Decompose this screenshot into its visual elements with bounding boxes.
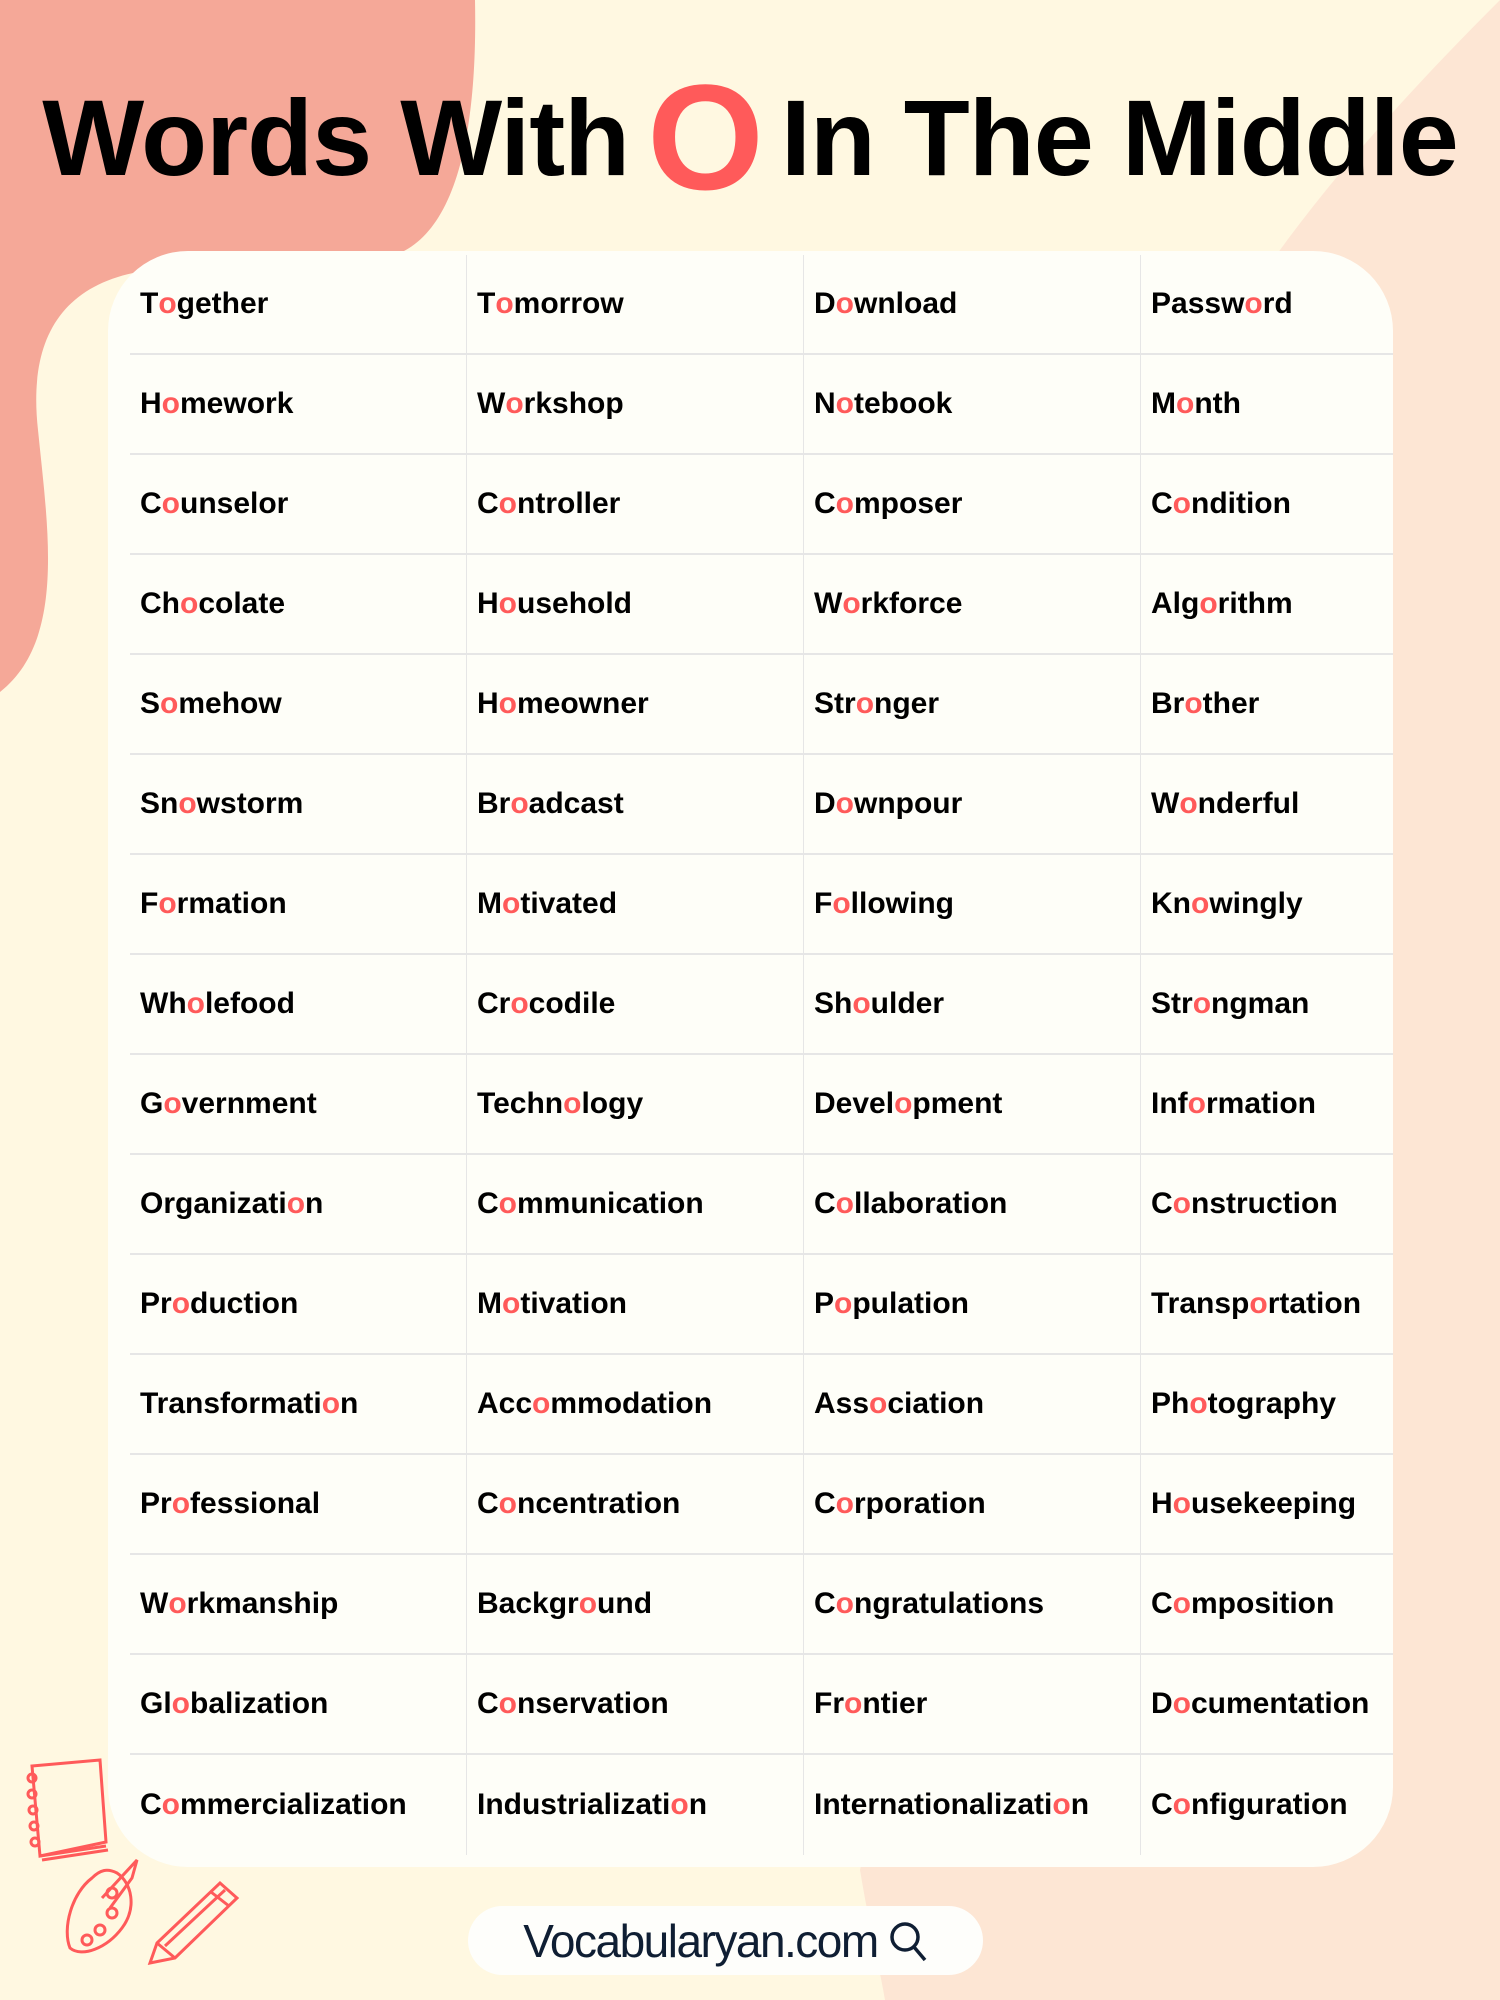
word-part: usehold — [517, 587, 633, 620]
word-part: tebook — [854, 387, 953, 420]
word-part: mmunication — [517, 1187, 704, 1220]
table-row — [130, 455, 1393, 555]
pencil-icon — [145, 1878, 245, 1968]
word-part: pment — [912, 1087, 1003, 1120]
word-part: W — [140, 1587, 169, 1620]
word-part: ndition — [1191, 487, 1291, 520]
highlighted-o: o — [158, 887, 177, 920]
table-row — [130, 1755, 1393, 1855]
word-part: ngratulations — [854, 1587, 1045, 1620]
word-part: Wh — [140, 987, 187, 1020]
word-part: mework — [180, 387, 294, 420]
highlighted-o: o — [1172, 1587, 1191, 1620]
palette-icon — [62, 1858, 147, 1958]
word-part: ntroller — [517, 487, 621, 520]
table-row — [130, 1155, 1393, 1255]
word-part: meowner — [517, 687, 649, 720]
word-cell — [804, 1455, 1141, 1553]
table-row — [130, 655, 1393, 755]
word-part: H — [477, 587, 499, 620]
highlighted-o: o — [1179, 787, 1198, 820]
word-part: Ph — [1151, 1387, 1190, 1420]
word-cell — [130, 1755, 467, 1855]
word-part: rmation — [1205, 1087, 1316, 1120]
highlighted-o: o — [171, 1687, 190, 1720]
highlighted-o: o — [844, 1687, 863, 1720]
word-part: C — [140, 1788, 162, 1821]
word-cell — [130, 655, 467, 753]
word-part: rmation — [176, 887, 287, 920]
word-part: duction — [190, 1287, 299, 1320]
word-part: wnpour — [854, 787, 963, 820]
word-cell — [130, 1255, 467, 1353]
word-part: tography — [1207, 1387, 1337, 1420]
word-cell — [130, 1055, 467, 1153]
word-part: ntier — [862, 1687, 928, 1720]
table-row — [130, 755, 1393, 855]
word-cell — [1141, 455, 1393, 553]
highlighted-o: o — [163, 1087, 182, 1120]
highlighted-o: o — [1172, 487, 1191, 520]
table-row — [130, 1355, 1393, 1455]
word-part: T — [140, 287, 159, 320]
highlighted-o: o — [498, 1187, 517, 1220]
word-cell — [467, 1455, 804, 1553]
word-part: C — [1151, 1187, 1173, 1220]
word-part: mposer — [854, 487, 963, 520]
word-cell — [1141, 1555, 1393, 1653]
word-part: llaboration — [854, 1187, 1008, 1220]
word-part: rd — [1262, 287, 1293, 320]
word-part: C — [477, 1687, 499, 1720]
word-part: rkforce — [860, 587, 963, 620]
word-cell — [130, 1355, 467, 1453]
highlighted-o: o — [1172, 1187, 1191, 1220]
word-part: codile — [528, 987, 616, 1020]
word-part: ciation — [887, 1387, 985, 1420]
word-part: S — [140, 687, 161, 720]
word-part: Pr — [140, 1487, 172, 1520]
word-part: Br — [477, 787, 511, 820]
word-part: C — [1151, 1788, 1173, 1821]
word-part: H — [1151, 1487, 1173, 1520]
word-cell — [130, 855, 467, 953]
highlighted-o: o — [286, 1187, 306, 1220]
word-part: vernment — [181, 1087, 317, 1120]
word-cell — [804, 255, 1141, 353]
highlighted-o: o — [510, 987, 529, 1020]
word-part: F — [140, 887, 159, 920]
highlighted-o: o — [171, 1287, 191, 1320]
word-cell — [804, 1055, 1141, 1153]
highlighted-o: o — [498, 487, 517, 520]
word-part: Str — [814, 687, 856, 720]
word-part: G — [140, 1087, 164, 1120]
word-cell — [1141, 655, 1393, 753]
table-row — [130, 855, 1393, 955]
highlighted-o: o — [498, 1687, 517, 1720]
word-part: Backgr — [477, 1587, 579, 1620]
highlighted-o: o — [498, 687, 517, 720]
word-cell — [1141, 855, 1393, 953]
word-cell — [467, 1255, 804, 1353]
word-part: H — [477, 687, 499, 720]
word-part: nservation — [517, 1687, 669, 1720]
word-part: H — [140, 387, 162, 420]
word-table — [130, 255, 1393, 1855]
word-part: tivation — [520, 1287, 627, 1320]
word-cell — [130, 755, 467, 853]
word-cell — [804, 1555, 1141, 1653]
word-part: n — [305, 1187, 324, 1220]
word-part: wstorm — [196, 787, 304, 820]
word-part: ulder — [870, 987, 945, 1020]
word-part: W — [1151, 787, 1180, 820]
table-row — [130, 1555, 1393, 1655]
word-cell — [467, 1555, 804, 1653]
highlighted-o: o — [855, 687, 875, 720]
word-part: Kn — [1151, 887, 1191, 920]
word-cell — [130, 955, 467, 1053]
word-cell — [130, 1555, 467, 1653]
word-part: Sh — [814, 987, 853, 1020]
word-cell — [804, 1255, 1141, 1353]
title-after: In The Middle — [780, 76, 1458, 198]
word-part: ther — [1202, 687, 1260, 720]
word-cell — [1141, 1755, 1393, 1855]
word-cell — [467, 655, 804, 753]
word-part: gether — [176, 287, 269, 320]
word-part: Acc — [477, 1387, 533, 1420]
word-cell — [804, 355, 1141, 453]
highlighted-o: o — [498, 587, 517, 620]
word-cell — [467, 855, 804, 953]
word-part: nger — [874, 687, 940, 720]
word-part: lefood — [204, 987, 295, 1020]
word-part: N — [814, 387, 836, 420]
word-part: Fr — [814, 1687, 844, 1720]
highlighted-o: o — [894, 1087, 913, 1120]
word-part: mposition — [1191, 1587, 1335, 1620]
highlighted-o: o — [835, 287, 854, 320]
word-cell — [130, 555, 467, 653]
word-cell — [804, 1755, 1141, 1855]
table-row — [130, 1455, 1393, 1555]
word-part: wingly — [1209, 887, 1303, 920]
word-part: Inf — [1151, 1087, 1188, 1120]
highlighted-o: o — [835, 1187, 854, 1220]
table-row — [130, 955, 1393, 1055]
word-part: nderful — [1197, 787, 1300, 820]
table-row — [130, 1655, 1393, 1755]
highlighted-o: o — [1189, 1387, 1208, 1420]
word-cell — [130, 1655, 467, 1753]
table-row — [130, 255, 1393, 355]
word-cell — [804, 1655, 1141, 1753]
word-part: C — [477, 1187, 499, 1220]
highlighted-o: o — [835, 487, 854, 520]
page-title — [0, 53, 1500, 221]
word-cell — [467, 355, 804, 453]
word-part: adcast — [528, 787, 624, 820]
highlighted-o: o — [161, 487, 180, 520]
word-part: Devel — [814, 1087, 895, 1120]
word-part: C — [140, 487, 162, 520]
word-part: fessional — [190, 1487, 321, 1520]
highlighted-o: o — [171, 1487, 191, 1520]
word-part: M — [477, 887, 502, 920]
word-part: Str — [1151, 987, 1193, 1020]
word-part: Ass — [814, 1387, 870, 1420]
highlighted-o: o — [532, 1387, 551, 1420]
highlighted-o: o — [1244, 287, 1263, 320]
notebook-icon — [22, 1758, 112, 1863]
highlighted-o: o — [670, 1788, 689, 1821]
word-part: Industrializati — [477, 1788, 671, 1821]
highlighted-o: o — [502, 887, 521, 920]
word-part: M — [477, 1287, 502, 1320]
highlighted-o: o — [832, 887, 851, 920]
table-row — [130, 355, 1393, 455]
word-part: logy — [581, 1087, 644, 1120]
word-part: wnload — [854, 287, 958, 320]
word-cell — [804, 1355, 1141, 1453]
word-cell — [804, 655, 1141, 753]
highlighted-o: o — [1191, 887, 1210, 920]
highlighted-o: o — [161, 1788, 180, 1821]
highlighted-o: o — [1199, 587, 1218, 620]
highlighted-o: o — [563, 1087, 582, 1120]
word-cell — [1141, 1155, 1393, 1253]
word-cell — [804, 955, 1141, 1053]
word-cell — [1141, 1255, 1393, 1353]
word-part: rtation — [1267, 1287, 1362, 1320]
word-cell — [804, 455, 1141, 553]
word-part: tivated — [520, 887, 618, 920]
word-cell — [1141, 1055, 1393, 1153]
highlighted-o: o — [321, 1387, 341, 1420]
word-part: Passw — [1151, 287, 1245, 320]
highlighted-o: o — [505, 387, 524, 420]
word-part: rporation — [854, 1487, 986, 1520]
title-highlight-letter: O — [647, 53, 763, 221]
word-cell — [804, 555, 1141, 653]
word-part: n — [1070, 1788, 1090, 1821]
highlighted-o: o — [578, 1587, 598, 1620]
word-part: W — [814, 587, 843, 620]
table-row — [130, 1255, 1393, 1355]
site-link[interactable] — [468, 1906, 983, 1975]
word-cell — [130, 455, 467, 553]
word-part: colate — [198, 587, 286, 620]
word-cell — [1141, 755, 1393, 853]
word-part: C — [814, 487, 836, 520]
highlighted-o: o — [1184, 687, 1203, 720]
word-cell — [130, 355, 467, 453]
word-part: Gl — [140, 1687, 172, 1720]
highlighted-o: o — [869, 1387, 888, 1420]
word-part: T — [477, 287, 496, 320]
word-part: Transformati — [140, 1387, 322, 1420]
highlighted-o: o — [168, 1587, 187, 1620]
word-cell — [467, 1355, 804, 1453]
highlighted-o: o — [180, 587, 199, 620]
word-part: C — [814, 1187, 836, 1220]
word-part: morrow — [513, 287, 624, 320]
word-part: mehow — [178, 687, 282, 720]
word-cell — [467, 755, 804, 853]
word-part: Transp — [1151, 1287, 1250, 1320]
word-cell — [804, 1155, 1141, 1253]
word-part: cumentation — [1191, 1687, 1370, 1720]
word-cell — [1141, 955, 1393, 1053]
highlighted-o: o — [160, 687, 179, 720]
highlighted-o: o — [186, 987, 205, 1020]
word-part: n — [340, 1387, 359, 1420]
word-part: und — [597, 1587, 653, 1620]
highlighted-o: o — [495, 287, 514, 320]
word-part: Br — [1151, 687, 1185, 720]
word-part: D — [814, 787, 836, 820]
word-part: Ch — [140, 587, 180, 620]
word-part: rithm — [1217, 587, 1293, 620]
word-part: D — [814, 287, 836, 320]
search-icon — [888, 1919, 928, 1963]
word-cell — [1141, 1455, 1393, 1553]
highlighted-o: o — [161, 387, 180, 420]
word-part: nfiguration — [1191, 1788, 1348, 1821]
word-part: Techn — [477, 1087, 564, 1120]
highlighted-o: o — [1172, 1487, 1191, 1520]
word-cell — [804, 855, 1141, 953]
word-part: pulation — [852, 1287, 969, 1320]
highlighted-o: o — [1192, 987, 1212, 1020]
highlighted-o: o — [1172, 1687, 1191, 1720]
highlighted-o: o — [835, 387, 854, 420]
highlighted-o: o — [842, 587, 861, 620]
word-part: W — [477, 387, 506, 420]
word-cell — [1141, 555, 1393, 653]
word-part: n — [688, 1788, 708, 1821]
word-part: mmodation — [550, 1387, 713, 1420]
word-part: Alg — [1151, 587, 1200, 620]
title-before: Words With — [42, 76, 630, 198]
word-cell — [130, 255, 467, 353]
highlighted-o: o — [1172, 1788, 1191, 1821]
word-part: C — [477, 1487, 499, 1520]
word-part: M — [1151, 387, 1176, 420]
highlighted-o: o — [834, 1287, 853, 1320]
word-part: C — [1151, 1587, 1173, 1620]
table-row — [130, 1055, 1393, 1155]
highlighted-o: o — [158, 287, 177, 320]
word-cell — [1141, 1655, 1393, 1753]
word-part: Sn — [140, 787, 179, 820]
word-part: Organizati — [140, 1187, 287, 1220]
highlighted-o: o — [835, 1487, 854, 1520]
word-part: nstruction — [1191, 1187, 1338, 1220]
word-part: Pr — [140, 1287, 172, 1320]
highlighted-o: o — [1249, 1287, 1268, 1320]
word-part: C — [1151, 487, 1173, 520]
word-cell — [467, 455, 804, 553]
site-name: Vocabularyan.com — [523, 1914, 878, 1967]
highlighted-o: o — [498, 1487, 517, 1520]
word-cell — [1141, 1355, 1393, 1453]
highlighted-o: o — [178, 787, 197, 820]
word-cell — [130, 1455, 467, 1553]
highlighted-o: o — [510, 787, 529, 820]
word-part: nth — [1194, 387, 1241, 420]
word-part: Cr — [477, 987, 511, 1020]
highlighted-o: o — [835, 1587, 854, 1620]
word-part: rkshop — [523, 387, 624, 420]
word-cell — [467, 1755, 804, 1855]
word-part: unselor — [180, 487, 289, 520]
word-part: D — [1151, 1687, 1173, 1720]
word-part: balization — [190, 1687, 329, 1720]
word-cell — [467, 1655, 804, 1753]
word-cell — [467, 555, 804, 653]
word-part: llowing — [850, 887, 954, 920]
table-row — [130, 555, 1393, 655]
word-part: ncentration — [517, 1487, 681, 1520]
word-cell — [467, 955, 804, 1053]
word-part: mmercialization — [180, 1788, 407, 1821]
word-cell — [1141, 355, 1393, 453]
word-part: F — [814, 887, 833, 920]
word-cell — [804, 755, 1141, 853]
word-part: C — [814, 1587, 836, 1620]
highlighted-o: o — [852, 987, 871, 1020]
word-part: ngman — [1211, 987, 1310, 1020]
highlighted-o: o — [1052, 1788, 1071, 1821]
word-cell — [467, 255, 804, 353]
word-part: rkmanship — [186, 1587, 339, 1620]
word-part: Internationalizati — [814, 1788, 1053, 1821]
highlighted-o: o — [502, 1287, 521, 1320]
word-part: C — [814, 1487, 836, 1520]
word-cell — [1141, 255, 1393, 353]
word-cell — [467, 1155, 804, 1253]
word-cell — [467, 1055, 804, 1153]
word-table-card — [108, 251, 1393, 1867]
word-part: C — [477, 487, 499, 520]
word-part: usekeeping — [1191, 1487, 1357, 1520]
highlighted-o: o — [835, 787, 854, 820]
highlighted-o: o — [1187, 1087, 1206, 1120]
word-cell — [130, 1155, 467, 1253]
word-part: P — [814, 1287, 835, 1320]
highlighted-o: o — [1176, 387, 1195, 420]
